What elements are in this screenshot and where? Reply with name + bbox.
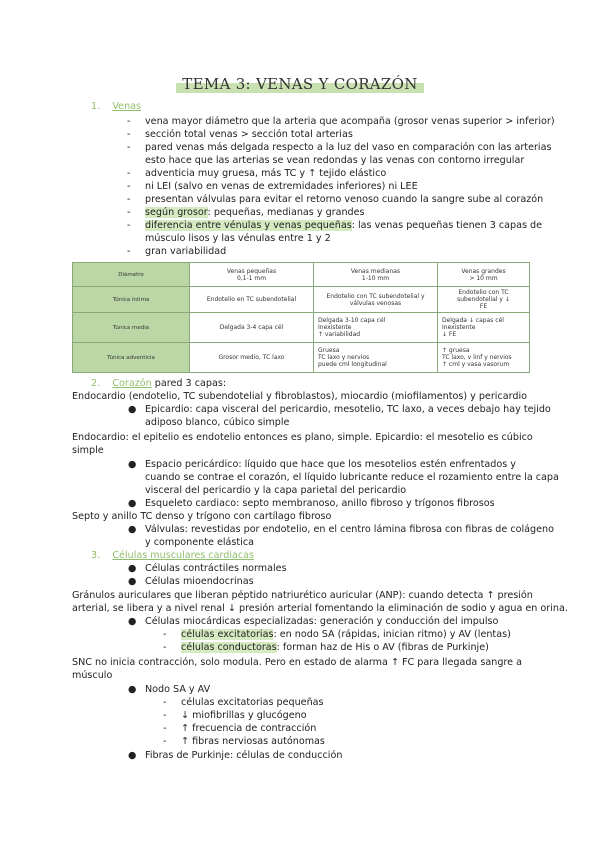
bullet-marker: ● (128, 616, 137, 627)
corazon-bullet-epicardio-cont: adiposo blanco, cúbico simple (145, 417, 290, 428)
corazon-bullet-espacio-cont-2: visceral del pericardio y la capa parietal del pericardio (145, 485, 407, 496)
celulas-paragraph-1: Gránulos auriculares que liberan péptido natriurético auricular (ANP): cuando detecta ↑ presión (72, 590, 533, 601)
table-header-cell: Diámetro (73, 263, 190, 287)
celulas-sub-excitatorias (181, 629, 511, 641)
section-3-title: Células musculares cardiacas (112, 550, 255, 561)
corazon-paragraph-2-cont: simple (72, 445, 104, 456)
table-cell: Delgada ↓ capas cél Inexistente ↓ FE (438, 313, 530, 343)
highlight-segun-grosor: según grosor (145, 207, 208, 218)
bullet-marker: ● (128, 459, 137, 470)
table-header-cell: Venas pequeñas 0,1-1 mm (190, 263, 314, 287)
nodo-sub-1: células excitatorias pequeñas (181, 697, 324, 708)
celulas-bullet-contractiles: Células contráctiles normales (145, 563, 287, 574)
dash-marker: - (163, 629, 167, 640)
venas-item-9: gran variabilidad (145, 246, 227, 257)
venas-item-3: pared venas más delgada respecto a la luz del vaso en comparación con las arterias (145, 142, 552, 153)
venas-item-8-rest: : las venas pequeñas tienen 3 capas de (351, 220, 543, 231)
section-1-number: 1. (91, 101, 101, 112)
page-title: TEMA 3: VENAS Y CORAZÓN (176, 73, 423, 95)
table-header-row (73, 263, 530, 287)
table-cell: Grosor medio, TC laxo (190, 343, 314, 373)
table-cell: Delgada 3-10 capa cél Inexistente ↑ variabilidad (314, 313, 438, 343)
venas-item-5: ni LEI (salvo en venas de extremidades inferiores) ni LEE (145, 181, 418, 192)
section-1-title: Venas (112, 101, 142, 112)
celulas-bullet-purkinje: Fibras de Purkinje: células de conducción (145, 750, 343, 761)
celulas-bullet-especializadas: Células miocárdicas especializadas: generación y conducción del impulso (145, 616, 499, 627)
dash-marker: - (163, 642, 167, 653)
nodo-sub-4: ↑ fibras nerviosas autónomas (181, 736, 325, 747)
venas-item-3-cont: esto hace que las arterias se vean redondas y las venas con contorno irregular (145, 155, 525, 166)
highlight-diferencia: diferencia entre vénulas y venas pequeñas (145, 220, 352, 231)
bullet-marker: ● (128, 684, 137, 695)
section-2-number: 2. (91, 378, 101, 389)
table-cell: Delgada 3-4 capa cél (190, 313, 314, 343)
section-1-heading (91, 101, 141, 113)
bullet-marker: ● (128, 404, 137, 415)
venas-item-8 (145, 220, 542, 232)
corazon-bullet-valvulas-cont: y componente elástica (145, 537, 254, 548)
dash-marker: - (127, 194, 131, 205)
venas-item-7-rest: : pequeñas, medianas y grandes (207, 207, 365, 218)
section-2-title: Corazón (112, 378, 152, 389)
dash-marker: - (127, 129, 131, 140)
section-2-subtitle: pared 3 capas: (151, 378, 227, 389)
bullet-marker: ● (128, 576, 137, 587)
table-cell: Gruesa TC laxo y nervios puede cml longitudinal (314, 343, 438, 373)
table-cell: Endotelio con TC subendotelial y ↓ FE (438, 287, 530, 313)
celulas-paragraph-2-cont: músculo (72, 670, 113, 681)
section-3-number: 3. (91, 550, 101, 561)
dash-marker: - (163, 697, 167, 708)
dash-marker: - (127, 142, 131, 153)
dash-marker: - (127, 116, 131, 127)
highlight-excitatorias: células excitatorias (181, 629, 274, 640)
section-2-heading (91, 378, 226, 390)
celulas-bullet-nodo: Nodo SA y AV (145, 684, 211, 695)
table-row-label: Túnica íntima (73, 287, 190, 313)
dash-marker: - (127, 246, 131, 257)
highlight-conductoras: células conductoras (181, 642, 277, 653)
table-row (73, 287, 530, 313)
corazon-bullet-esqueleto: Esqueleto cardiaco: septo membranoso, anillo fibroso y trígonos fibrosos (145, 498, 495, 509)
venas-item-2: sección total venas > sección total arterias (145, 129, 353, 140)
section-3-heading (91, 550, 254, 562)
corazon-paragraph-1: Endocardio (endotelio, TC subendotelial y fibroblastos), miocardio (miofilamentos) y pericardio (72, 391, 527, 402)
corazon-bullet-espacio-cont-1: cuando se contrae el corazón, el líquido lubricante reduce el rozamiento entre la capa (145, 472, 559, 483)
bullet-marker: ● (128, 524, 137, 535)
table-row (73, 313, 530, 343)
dash-marker: - (163, 736, 167, 747)
venas-item-6: presentan válvulas para evitar el retorno venoso cuando la sangre sube al corazón (145, 194, 544, 205)
corazon-bullet-espacio: Espacio pericárdico: líquido que hace que los mesotelios estén enfrentados y (145, 459, 516, 470)
nodo-sub-2: ↓ miofibrillas y glucógeno (181, 710, 307, 721)
celulas-paragraph-2: SNC no inicia contracción, solo modula. Pero en estado de alarma ↑ FC para llegada sangre a (72, 657, 522, 668)
bullet-marker: ● (128, 563, 137, 574)
table-row-label: Túnica adventicia (73, 343, 190, 373)
table-cell: Endotelio en TC subendotelial (190, 287, 314, 313)
dash-marker: - (127, 207, 131, 218)
table-header-cell: Venas medianas 1-10 mm (314, 263, 438, 287)
venas-item-4: adventicia muy gruesa, más TC y ↑ tejido elástico (145, 168, 387, 179)
venas-table (72, 262, 530, 373)
dash-marker: - (127, 220, 131, 231)
celulas-paragraph-1-cont: arterial, se libera y a nivel renal ↓ presión arterial fomentando la eliminación de sodio y agua en orina. (72, 603, 568, 614)
celulas-sub-conductoras-rest: : forman haz de His o AV (fibras de Purkinje) (276, 642, 489, 653)
dash-marker: - (127, 181, 131, 192)
table-cell: ↑ gruesa TC laxo, v linf y nervios ↑ cml y vasa vasorum (438, 343, 530, 373)
table-cell: Endotelio con TC subendotelial y válvulas venosas (314, 287, 438, 313)
table-row (73, 343, 530, 373)
table-row-label: Túnica media (73, 313, 190, 343)
dash-marker: - (163, 710, 167, 721)
venas-item-8-cont: músculo lisos y las vénulas entre 1 y 2 (145, 233, 331, 244)
dash-marker: - (163, 723, 167, 734)
corazon-bullet-epicardio: Epicardio: capa visceral del pericardio, mesotelio, TC laxo, a veces debajo hay tejido (145, 404, 551, 415)
venas-item-7 (145, 207, 365, 219)
celulas-sub-excitatorias-rest: : en nodo SA (rápidas, inician ritmo) y AV (lentas) (273, 629, 511, 640)
bullet-marker: ● (128, 498, 137, 509)
corazon-paragraph-2: Endocardio: el epitelio es endotelio entonces es plano, simple. Epicardio: el mesotelio es cúbico (72, 432, 533, 443)
dash-marker: - (127, 168, 131, 179)
table-header-cell: Venas grandes > 10 mm (438, 263, 530, 287)
bullet-marker: ● (128, 750, 137, 761)
celulas-bullet-mioendocrinas: Células mioendocrinas (145, 576, 254, 587)
corazon-paragraph-3: Septo y anillo TC denso y trígono con cartílago fibroso (72, 511, 332, 522)
celulas-sub-conductoras (181, 642, 489, 654)
title-wrap (0, 73, 600, 95)
nodo-sub-3: ↑ frecuencia de contracción (181, 723, 317, 734)
corazon-bullet-valvulas: Válvulas: revestidas por endotelio, en el centro lámina fibrosa con fibras de colágeno (145, 524, 554, 535)
venas-item-1: vena mayor diámetro que la arteria que acompaña (grosor venas superior > inferior) (145, 116, 555, 127)
